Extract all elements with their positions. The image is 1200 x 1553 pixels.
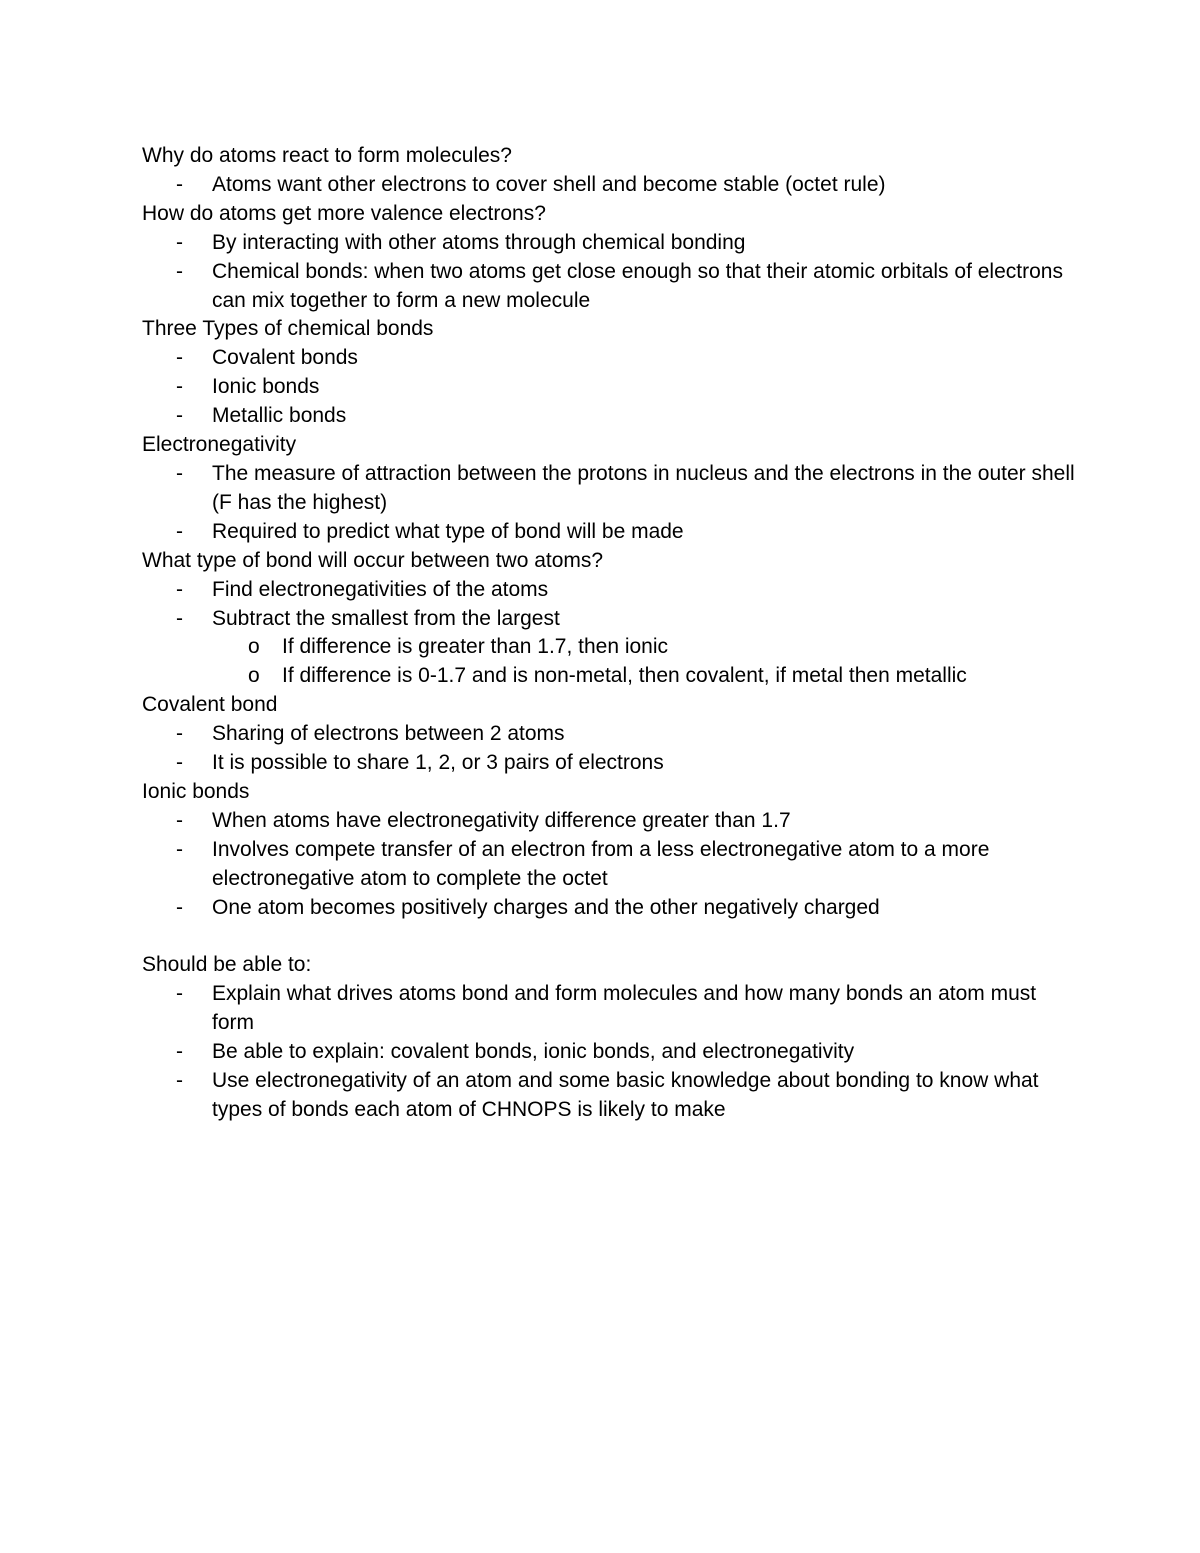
bullet-text: Metallic bonds [212,404,347,428]
dash-bullet-marker: - [176,1040,183,1064]
bullet-list [142,980,1082,1125]
sub-bullet-list [142,633,1082,691]
bullet-text: By interacting with other atoms through chemical bonding [212,230,746,254]
section-heading: Should be able to: [142,953,312,977]
dash-bullet-marker: - [176,519,183,543]
sub-bullet-text: If difference is 0-1.7 and is non-metal, then covalent, if metal then metallic [282,664,967,688]
section-heading: Electronegativity [142,433,297,457]
dash-bullet-marker: - [176,461,183,485]
circle-bullet-marker: o [248,664,260,688]
bullet-text: Chemical bonds: when two atoms get close enough so that their atomic orbitals of electrons can mix together to form a new molecule [212,259,1063,312]
bullet-list [142,171,1082,200]
bullet-text: Explain what drives atoms bond and form molecules and how many bonds an atom must form [212,982,1037,1035]
bullet-item [142,605,1082,634]
bullet-item [142,518,1082,547]
bullet-text: Use electronegativity of an atom and some basic knowledge about bonding to know what types of bonds each atom of CHNOPS is likely to make [212,1068,1039,1121]
bullet-item [142,344,1082,373]
dash-bullet-marker: - [176,230,183,254]
bullet-text: Involves compete transfer of an electron from a less electronegative atom to a more electronegative atom to complete the octet [212,837,990,890]
bullet-item [142,807,1082,836]
bullet-text: Be able to explain: covalent bonds, ionic bonds, and electronegativity [212,1040,855,1064]
dash-bullet-marker: - [176,606,183,630]
bullet-item [142,402,1082,431]
bullet-item [142,229,1082,258]
bullet-text: Subtract the smallest from the largest [212,606,560,630]
bullet-text: Sharing of electrons between 2 atoms [212,722,565,746]
bullet-text: Required to predict what type of bond will be made [212,519,684,543]
bullet-list [142,344,1082,431]
bullet-item [142,171,1082,200]
dash-bullet-marker: - [176,259,183,283]
blank-line [142,922,1082,951]
section-heading: Why do atoms react to form molecules? [142,144,512,167]
dash-bullet-marker: - [176,375,183,399]
section-heading: What type of bond will occur between two atoms? [142,548,604,572]
bullet-item [142,749,1082,778]
bullet-list [142,576,1082,634]
bullet-list [142,460,1082,547]
sub-bullet-text: If difference is greater than 1.7, then ionic [282,635,669,659]
section-heading: Covalent bond [142,693,278,717]
sub-bullet-item [142,633,1082,662]
bullet-text: Atoms want other electrons to cover shell and become stable (octet rule) [212,172,886,196]
dash-bullet-marker: - [176,346,183,370]
dash-bullet-marker: - [176,837,183,861]
dash-bullet-marker: - [176,172,183,196]
bullet-item [142,576,1082,605]
bullet-item [142,373,1082,402]
bullet-item [142,1067,1082,1125]
bullet-text: Ionic bonds [212,375,320,399]
dash-bullet-marker: - [176,982,183,1006]
bullet-text: When atoms have electronegativity difference greater than 1.7 [212,808,791,832]
bullet-list [142,807,1082,923]
dash-bullet-marker: - [176,577,183,601]
bullet-item [142,258,1082,316]
dash-bullet-marker: - [176,751,183,775]
dash-bullet-marker: - [176,1068,183,1092]
bullet-list [142,720,1082,778]
section-heading: Ionic bonds [142,779,250,803]
bullet-text: One atom becomes positively charges and the other negatively charged [212,895,880,919]
dash-bullet-marker: - [176,404,183,428]
bullet-text: Find electronegativities of the atoms [212,577,549,601]
circle-bullet-marker: o [248,635,260,659]
bullet-item [142,836,1082,894]
bullet-text: The measure of attraction between the protons in nucleus and the electrons in the outer shell (F has the highest) [212,461,1075,514]
bullet-item [142,1038,1082,1067]
bullet-item [142,720,1082,749]
dash-bullet-marker: - [176,722,183,746]
dash-bullet-marker: - [176,895,183,919]
bullet-item [142,460,1082,518]
sub-bullet-item [142,662,1082,691]
bullet-text: It is possible to share 1, 2, or 3 pairs of electrons [212,751,664,775]
section-heading: How do atoms get more valence electrons? [142,201,546,225]
bullet-item [142,980,1082,1038]
bullet-item [142,894,1082,923]
bullet-text: Covalent bonds [212,346,358,370]
dash-bullet-marker: - [176,808,183,832]
document-page [142,142,1082,1125]
bullet-list [142,229,1082,316]
section-heading: Three Types of chemical bonds [142,317,434,341]
